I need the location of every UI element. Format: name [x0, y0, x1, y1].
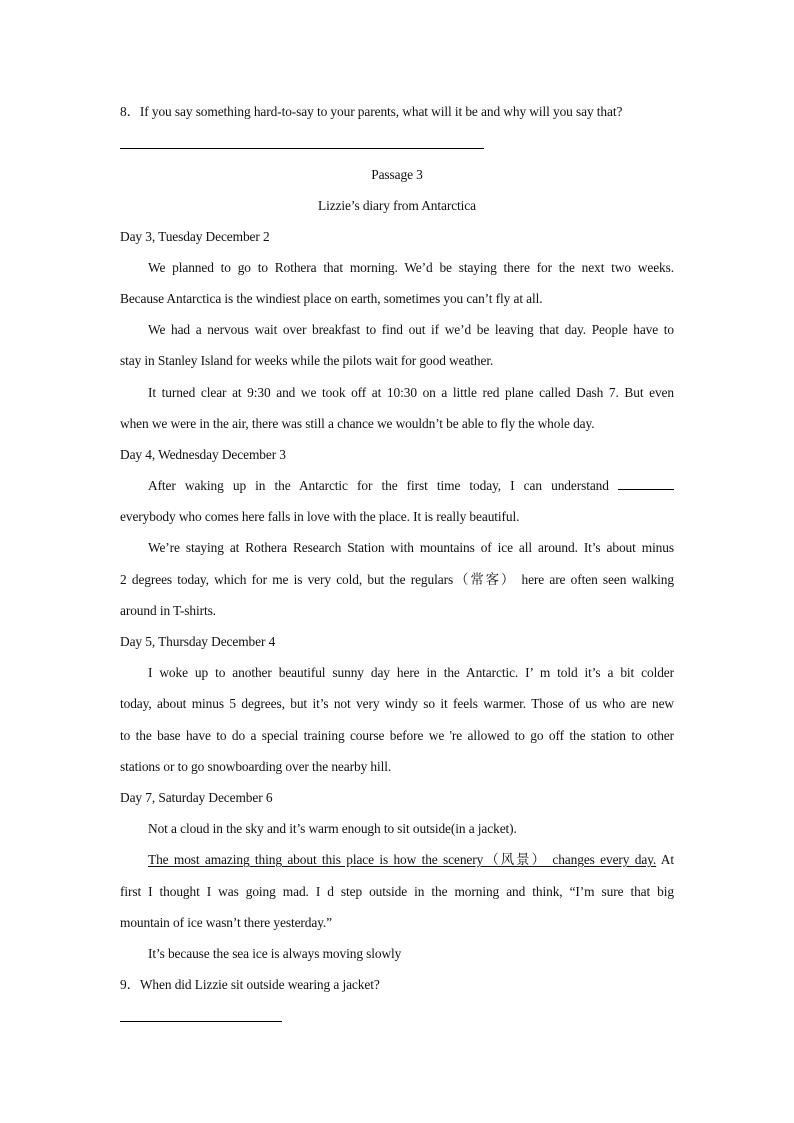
day3-paragraph-line: when we were in the air, there was still a chance we wouldn’t be able to fly the whole day. — [120, 416, 595, 431]
day4-paragraph-line: 2 degrees today, which for me is very cold, but the regulars（常客） here are often seen walking — [120, 572, 674, 587]
day7-sentence-tail: At — [656, 852, 674, 867]
day4-heading: Day 4, Wednesday December 3 — [120, 447, 286, 462]
passage-label: Passage 3 — [371, 167, 423, 182]
day5-paragraph-line: stations or to go snowboarding over the nearby hill. — [120, 759, 392, 774]
day3-paragraph-line: We had a nervous wait over breakfast to find out if we’d be leaving that day. People have to — [148, 322, 674, 337]
day7-paragraph-line: Not a cloud in the sky and it’s warm enough to sit outside(in a jacket). — [148, 821, 517, 836]
day4-paragraph-line: We’re staying at Rothera Research Station with mountains of ice all around. It’s about minus — [148, 540, 674, 555]
day7-paragraph-line — [148, 851, 674, 869]
question-9-number: 9． — [120, 977, 140, 992]
day4-sentence-start: After waking up in the Antarctic for the first time today, I can understand — [148, 478, 609, 493]
day7-paragraph-line: mountain of ice wasn’t there yesterday.” — [120, 915, 333, 930]
day3-heading: Day 3, Tuesday December 2 — [120, 229, 270, 244]
answer-line-9[interactable] — [120, 1021, 282, 1022]
day3-paragraph-line: stay in Stanley Island for weeks while the pilots wait for good weather. — [120, 353, 494, 368]
day7-paragraph-line: first I thought I was going mad. I d step outside in the morning and think, “I’m sure that big — [120, 884, 674, 899]
day4-paragraph-line: everybody who comes here falls in love with the place. It is really beautiful. — [120, 509, 520, 524]
day7-heading: Day 7, Saturday December 6 — [120, 790, 273, 805]
question-9-text: When did Lizzie sit outside wearing a jacket? — [139, 977, 380, 992]
day5-paragraph-line: I woke up to another beautiful sunny day here in the Antarctic. I’ m told it’s a bit colder — [148, 665, 674, 680]
fill-in-blank[interactable] — [618, 477, 674, 490]
day3-paragraph-line: It turned clear at 9:30 and we took off at 10:30 on a little red plane called Dash 7. But even — [148, 385, 674, 400]
underlined-sentence: The most amazing thing about this place is how the scenery（风景） changes every day. — [148, 852, 657, 867]
question-8 — [120, 103, 674, 121]
question-8-text: If you say something hard-to-say to your parents, what will it be and why will you say that? — [139, 104, 623, 119]
day5-paragraph-line: to the base have to do a special training course before we 're allowed to go off the station to other — [120, 728, 674, 743]
passage-title: Lizzie’s diary from Antarctica — [318, 198, 476, 213]
day4-paragraph-line — [148, 477, 674, 495]
answer-line-8[interactable] — [120, 148, 484, 149]
day7-paragraph-line: It’s because the sea ice is always moving slowly — [148, 946, 402, 961]
question-9 — [120, 976, 674, 994]
day5-paragraph-line: today, about minus 5 degrees, but it’s not very windy so it feels warmer. Those of us who are new — [120, 696, 674, 711]
day3-paragraph-line: Because Antarctica is the windiest place on earth, sometimes you can’t fly at all. — [120, 291, 543, 306]
day4-paragraph-line: around in T-shirts. — [120, 603, 216, 618]
day3-paragraph-line: We planned to go to Rothera that morning. We’d be staying there for the next two weeks. — [148, 260, 674, 275]
question-8-number: 8． — [120, 104, 140, 119]
day5-heading: Day 5, Thursday December 4 — [120, 634, 276, 649]
